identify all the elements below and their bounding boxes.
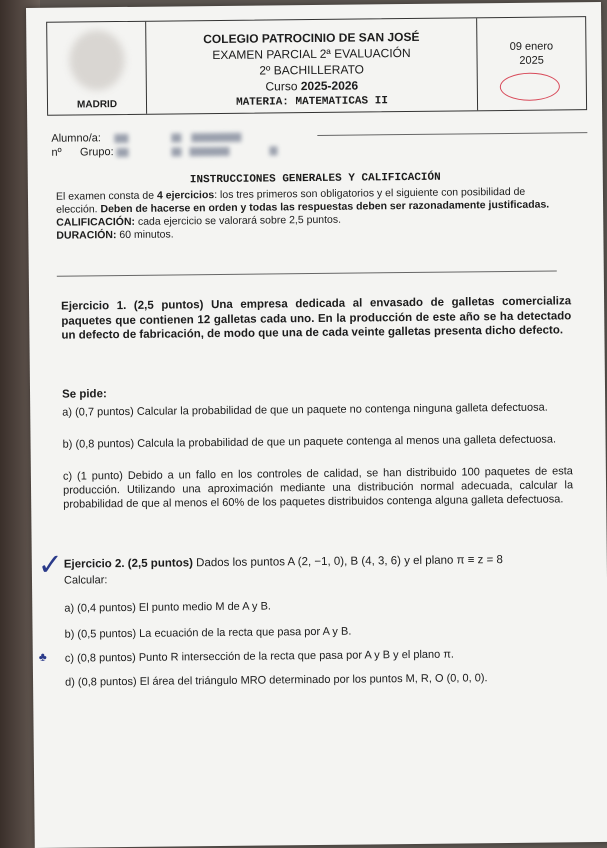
se-pide-label: Se pide:: [61, 388, 107, 401]
calif-text: cada ejercicio se valorará sobre 2,5 puntos.: [134, 213, 342, 228]
exercise-2-c: c) (0,8 puntos) Punto R intersección de la recta que pasa por A y B y el plano π.: [64, 648, 455, 665]
subject-value: MATEMATICAS II: [295, 95, 388, 109]
subject-label: MATERIA:: [236, 96, 296, 109]
exercise-2-text: Dados los puntos A (2, −1, 0), B (4, 3, 6) y el plano π ≡ z = 8: [192, 554, 503, 570]
instr-bold-2: Deben de hacerse en orden y todas las respuestas deben ser razonadamente justificadas.: [100, 198, 550, 216]
title-cell: [146, 18, 478, 113]
redacted-mark: [191, 132, 241, 142]
name-label: Alumno/a:: [51, 132, 101, 145]
school-logo-blurred: [69, 30, 125, 91]
student-info: [51, 129, 278, 159]
date-year: 2025: [519, 54, 544, 67]
exercise-1-b: b) (0,8 puntos) Calcula la probabilidad de que un paquete contenga al menos una galleta defectuosa.: [62, 433, 557, 451]
redacted-mark: [190, 146, 230, 155]
instr-text-2: : los tres primeros son obligatorios y el siguiente con posibilidad de elección.: [56, 185, 526, 216]
duration-label: DURACIÓN:: [56, 229, 117, 242]
exercise-2-title: Ejercicio 2. (2,5 puntos): [63, 557, 193, 571]
exercise-1-c: c) (1 punto) Debido a un fallo en los controles de calidad, se han distribuido 100 paquetes de esta producción. Utilizando una aproximación mediante una distribución normal adecuada, calcular la probabilidad de que al menos el 60% de los paquetes distribuidos contenga alguna galleta defectuosa.: [62, 465, 574, 511]
school-name: COLEGIO PATROCINIO DE SAN JOSÉ: [203, 29, 420, 47]
level: 2º BACHILLERATO: [259, 62, 365, 78]
exercise-2-b: b) (0,5 puntos) La ecuación de la recta que pasa por A y B.: [64, 625, 352, 641]
exercise-2-d: d) (0,8 puntos) El área del triángulo MRO determinado por los puntos M, R, O (0, 0, 0).: [65, 672, 488, 689]
instructions-divider: [57, 270, 557, 276]
instr-text-1: El examen consta de: [55, 189, 158, 203]
course-year: 2025-2026: [300, 78, 359, 94]
redacted-mark: [171, 133, 181, 142]
subject: [147, 92, 477, 111]
student-group-row: [51, 143, 277, 159]
course-prefix: Curso: [265, 79, 301, 94]
calcular-label: Calcular:: [63, 574, 108, 587]
exercise-1-a: a) (0,7 puntos) Calcular la probabilidad de que un paquete no contenga ninguna galleta defectuosa.: [62, 401, 548, 419]
exam-name: EXAMEN PARCIAL 2ª EVALUACIÓN: [212, 45, 411, 63]
name-underline: [317, 132, 587, 136]
logo-cell: [47, 22, 147, 115]
group-label: Grupo:: [79, 146, 114, 159]
duration-text: 60 minutos.: [116, 228, 174, 242]
redacted-mark: [117, 148, 129, 157]
redacted-mark: [270, 146, 278, 155]
instr-bold-1: 4 ejercicios: [156, 189, 215, 202]
date-day: 09 enero: [509, 40, 554, 53]
calif-label: CALIFICACIÓN:: [56, 215, 136, 229]
exam-header: [46, 16, 587, 116]
date-cell: [477, 17, 586, 110]
redacted-mark: [172, 147, 182, 156]
small-mark-icon: ♣: [38, 649, 47, 664]
redacted-mark: [114, 134, 128, 143]
exercise-1-statement: Ejercicio 1. (2,5 puntos) Una empresa dedicada al envasado de galletas comercializa paquetes que contienen 12 galletas cada uno. En la producción de este año se ha detectado un defecto de fabricación, de modo que una de cada veinte galletas presenta dicho defecto.: [61, 295, 572, 342]
instructions-title: INSTRUCCIONES GENERALES Y CALIFICACIÓN: [189, 171, 441, 187]
number-label: nº: [51, 146, 62, 159]
city-label: MADRID: [76, 99, 118, 111]
grade-stamp: [500, 72, 560, 101]
instructions-text: [56, 185, 557, 242]
checkmark-icon: ✓: [37, 548, 64, 582]
exam-sheet: [26, 2, 607, 848]
exercise-2-a: a) (0,4 puntos) El punto medio M de A y B.: [64, 600, 272, 615]
